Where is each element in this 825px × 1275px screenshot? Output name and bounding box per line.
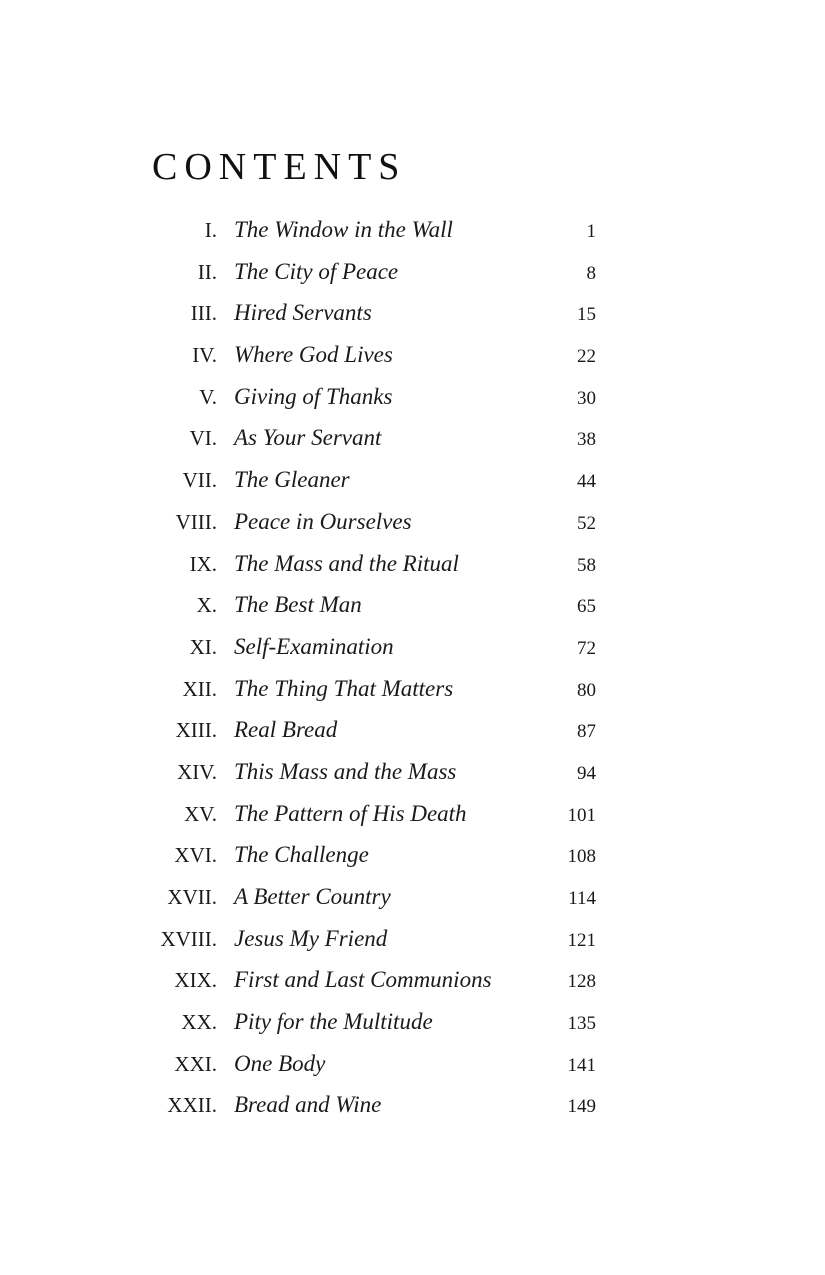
page-number: 141 xyxy=(567,1054,596,1076)
toc-entry xyxy=(0,1087,825,1129)
toc-entry xyxy=(0,337,825,379)
page-number: 8 xyxy=(586,262,596,284)
chapter-title: As Your Servant xyxy=(234,425,382,451)
table-of-contents xyxy=(0,212,825,1129)
toc-entry xyxy=(0,379,825,421)
chapter-title: The Best Man xyxy=(234,592,362,618)
page-number: 108 xyxy=(567,846,596,868)
chapter-numeral: I. xyxy=(204,218,217,242)
chapter-title: The Pattern of His Death xyxy=(234,800,467,826)
chapter-title: The Gleaner xyxy=(234,467,350,493)
chapter-numeral: IX. xyxy=(189,551,217,576)
chapter-numeral: V. xyxy=(199,384,217,409)
page-number: 149 xyxy=(567,1096,596,1118)
page-number: 30 xyxy=(577,387,596,409)
chapter-numeral: IV. xyxy=(192,343,217,368)
toc-entry xyxy=(0,462,825,504)
chapter-numeral: III. xyxy=(190,301,217,326)
page-number: 72 xyxy=(577,637,596,659)
toc-entry xyxy=(0,754,825,796)
chapter-title: The Thing That Matters xyxy=(234,675,454,701)
chapter-numeral: XVIII. xyxy=(160,926,217,951)
page-number: 38 xyxy=(577,429,596,451)
toc-entry xyxy=(0,629,825,671)
chapter-numeral: XII. xyxy=(182,676,217,701)
page-number: 114 xyxy=(568,888,596,909)
page-number: 121 xyxy=(567,929,596,951)
toc-entry xyxy=(0,546,825,588)
chapter-numeral: VII. xyxy=(182,468,217,493)
chapter-numeral: XIX. xyxy=(174,968,217,993)
toc-entry xyxy=(0,295,825,337)
page-number: 65 xyxy=(577,596,596,618)
chapter-numeral: XIII. xyxy=(175,718,217,743)
chapter-title: First and Last Communions xyxy=(234,967,492,993)
chapter-numeral: II. xyxy=(197,259,217,284)
chapter-title: The Mass and the Ritual xyxy=(234,550,459,576)
chapter-title: One Body xyxy=(234,1050,326,1076)
toc-entry xyxy=(0,879,825,921)
toc-entry xyxy=(0,671,825,713)
chapter-title: Bread and Wine xyxy=(234,1092,382,1118)
chapter-numeral: X. xyxy=(196,593,217,618)
chapter-title: This Mass and the Mass xyxy=(234,758,457,784)
chapter-numeral: VI. xyxy=(189,426,217,451)
page-number: 22 xyxy=(577,346,596,368)
chapter-numeral: XVII. xyxy=(167,885,217,909)
page-number: 80 xyxy=(577,679,596,701)
chapter-numeral: XXII. xyxy=(167,1093,217,1118)
toc-entry xyxy=(0,712,825,754)
page-number: 44 xyxy=(577,471,596,493)
page-number: 94 xyxy=(577,762,596,784)
chapter-title: Jesus My Friend xyxy=(234,925,388,951)
chapter-title: The Challenge xyxy=(234,842,369,868)
page-number: 15 xyxy=(577,304,596,326)
page-number: 87 xyxy=(577,721,596,743)
toc-entry xyxy=(0,837,825,879)
chapter-title: The City of Peace xyxy=(234,258,399,284)
chapter-title: Where God Lives xyxy=(234,342,393,368)
toc-entry xyxy=(0,420,825,462)
page-number: 101 xyxy=(567,804,596,826)
toc-entry xyxy=(0,796,825,838)
chapter-numeral: VIII. xyxy=(175,509,217,534)
chapter-numeral: XI. xyxy=(189,634,217,659)
chapter-title: Pity for the Multitude xyxy=(234,1009,433,1035)
chapter-title: A Better Country xyxy=(234,884,391,909)
chapter-title: The Window in the Wall xyxy=(234,217,453,242)
toc-entry xyxy=(0,1004,825,1046)
toc-entry xyxy=(0,504,825,546)
chapter-title: Peace in Ourselves xyxy=(234,508,412,534)
chapter-title: Hired Servants xyxy=(234,300,372,326)
toc-entry xyxy=(0,921,825,963)
page-number: 128 xyxy=(567,971,596,993)
chapter-numeral: XVI. xyxy=(174,843,217,868)
toc-entry xyxy=(0,254,825,296)
toc-entry xyxy=(0,587,825,629)
page-number: 58 xyxy=(577,554,596,576)
chapter-numeral: XIV. xyxy=(177,759,217,784)
chapter-numeral: XV. xyxy=(184,801,217,826)
chapter-numeral: XXI. xyxy=(174,1051,217,1076)
page-title: CONTENTS xyxy=(152,146,407,188)
toc-entry xyxy=(0,962,825,1004)
page-number: 135 xyxy=(567,1013,596,1035)
page-number: 52 xyxy=(577,512,596,534)
chapter-title: Giving of Thanks xyxy=(234,383,393,409)
page-number: 1 xyxy=(586,221,596,242)
chapter-title: Real Bread xyxy=(234,717,338,743)
toc-entry xyxy=(0,212,825,254)
chapter-title: Self-Examination xyxy=(234,633,394,659)
chapter-numeral: XX. xyxy=(181,1010,217,1035)
toc-entry xyxy=(0,1046,825,1088)
